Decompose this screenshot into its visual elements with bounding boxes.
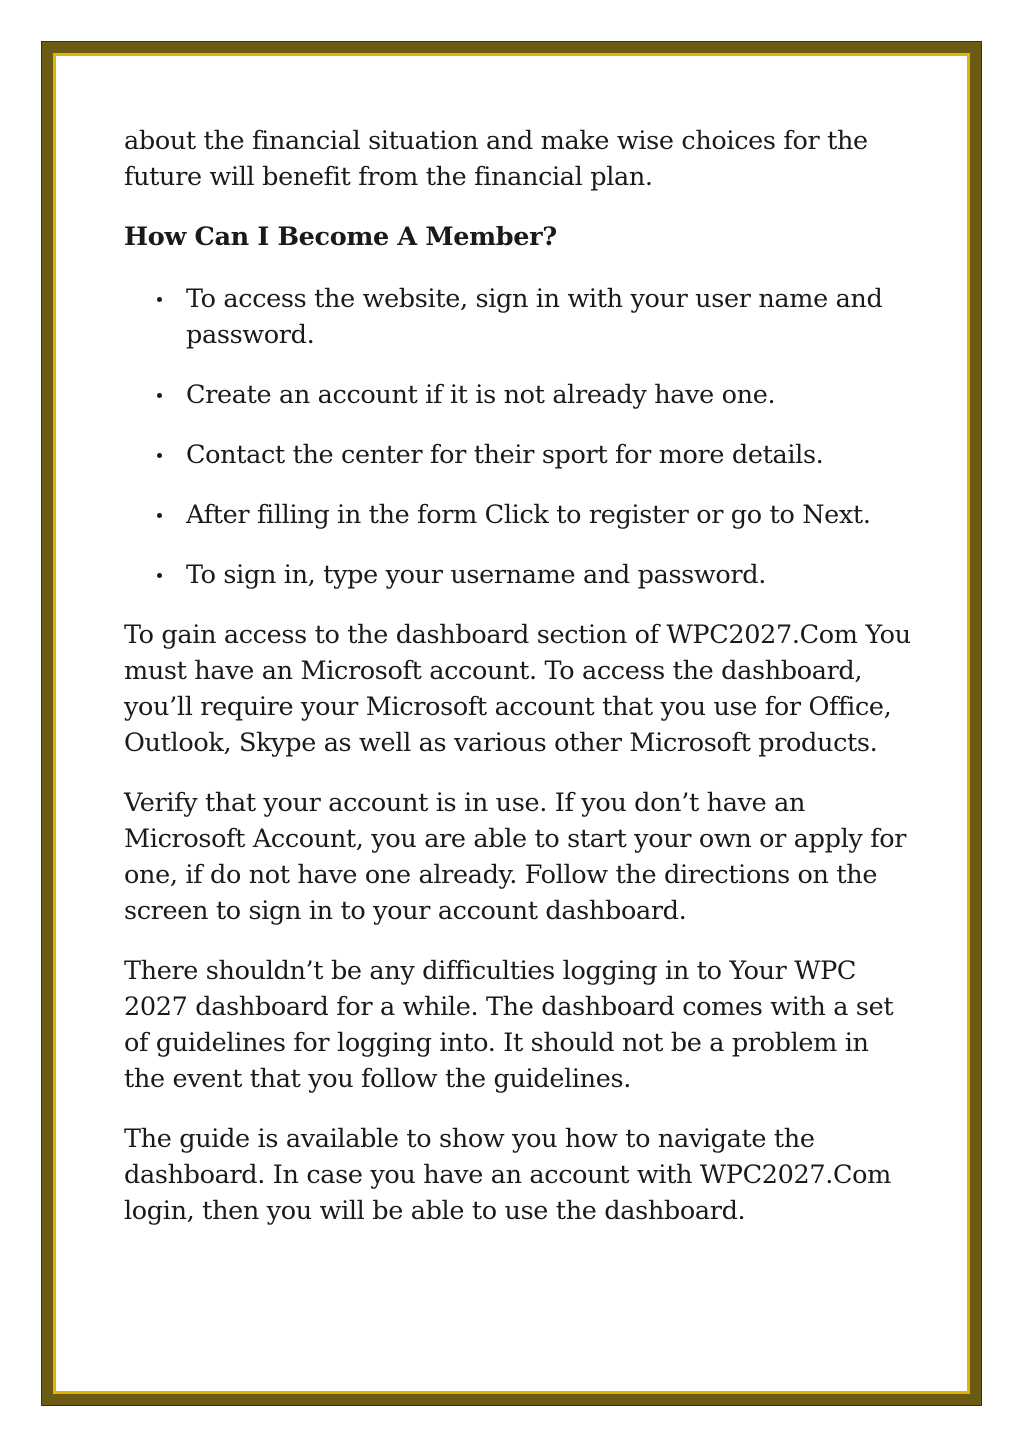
bullet-icon xyxy=(157,297,162,302)
intro-paragraph: about the financial situation and make wise choices for the future will benefit from the financial plan. xyxy=(124,126,868,192)
bullet-icon xyxy=(157,513,162,518)
bullet-icon xyxy=(157,393,162,398)
list-item xyxy=(124,557,914,593)
body-paragraph: The guide is available to show you how to navigate the dashboard. In case you have an account with WPC2027.Com login, then you will be able to use the dashboard. xyxy=(124,1124,892,1226)
document-content xyxy=(124,123,914,1253)
list-item xyxy=(124,377,914,413)
section-heading: How Can I Become A Member? xyxy=(124,222,557,252)
list-item-text: Contact the center for their sport for more details. xyxy=(186,440,824,470)
bullet-icon xyxy=(157,453,162,458)
list-item-text: To access the website, sign in with your user name and password. xyxy=(186,284,883,350)
list-item-text: To sign in, type your username and password. xyxy=(186,560,766,590)
body-paragraph: There shouldn’t be any difficulties logging in to Your WPC 2027 dashboard for a while. The dashboard comes with a set of guidelines for logging into. It should not be a problem in the event that you follow the guidelines. xyxy=(124,956,894,1094)
list-item xyxy=(124,497,914,533)
bullet-icon xyxy=(157,573,162,578)
list-item xyxy=(124,281,914,353)
body-paragraph: Verify that your account is in use. If you don’t have an Microsoft Account, you are able to start your own or apply for one, if do not have one already. Follow the directions on the screen to sign in to your account dashboard. xyxy=(124,788,907,926)
list-item-text: After filling in the form Click to register or go to Next. xyxy=(186,500,871,530)
body-paragraph: To gain access to the dashboard section of WPC2027.Com You must have an Microsoft account. To access the dashboard, you’ll require your Microsoft account that you use for Office, Outlook, Skype as well as various other Microsoft products. xyxy=(124,620,911,758)
member-steps-list xyxy=(124,281,914,593)
list-item xyxy=(124,437,914,473)
list-item-text: Create an account if it is not already have one. xyxy=(186,380,776,410)
